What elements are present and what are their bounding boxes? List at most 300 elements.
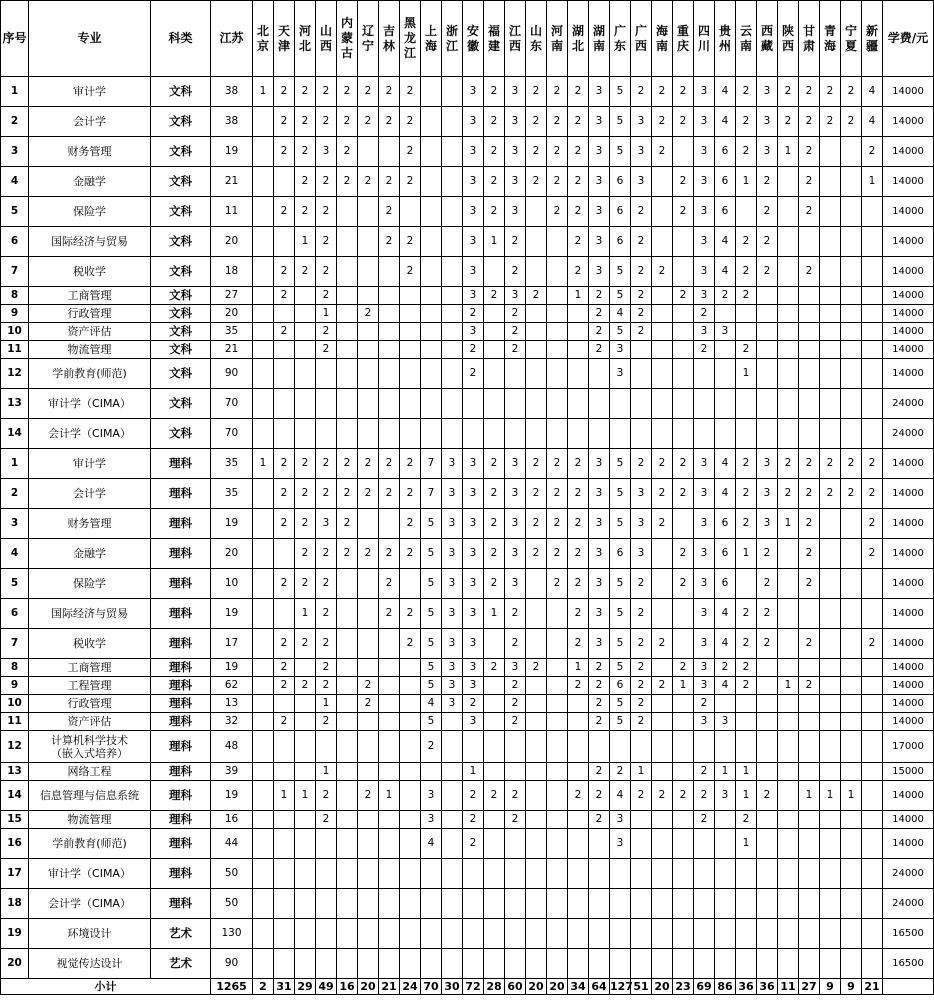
row-province-count — [274, 763, 295, 781]
row-seq: 9 — [1, 677, 29, 695]
row-province-count: 2 — [484, 137, 505, 167]
row-province-count: 2 — [274, 107, 295, 137]
row-province-count — [379, 359, 400, 389]
row-province-count — [274, 599, 295, 629]
row-province-count — [673, 695, 694, 713]
row-province-count: 3 — [505, 137, 526, 167]
row-province-count: 2 — [358, 677, 379, 695]
table-row — [1, 539, 934, 569]
row-province-count — [421, 257, 442, 287]
row-province-count: 2 — [736, 599, 757, 629]
row-seq: 19 — [1, 919, 29, 949]
row-category: 艺术 — [151, 949, 211, 979]
row-province-count — [820, 599, 841, 629]
row-seq: 7 — [1, 629, 29, 659]
header-province: 天津 — [274, 1, 295, 77]
row-seq: 18 — [1, 889, 29, 919]
row-province-count: 5 — [421, 569, 442, 599]
row-province-count — [757, 811, 778, 829]
row-province-count: 2 — [316, 197, 337, 227]
row-province-count: 2 — [379, 227, 400, 257]
row-province-count: 2 — [316, 479, 337, 509]
total-province-count: 127 — [610, 980, 633, 993]
row-province-count: 4 — [421, 695, 442, 713]
row-province-count: 2 — [526, 287, 547, 305]
row-province-count — [715, 389, 736, 419]
row-province-count: 2 — [274, 479, 295, 509]
row-province-count: 3 — [442, 479, 463, 509]
row-fee: 14000 — [883, 811, 934, 829]
row-province-count — [400, 829, 421, 859]
row-province-count — [652, 287, 673, 305]
row-province-count: 5 — [610, 695, 631, 713]
row-province-count: 2 — [673, 449, 694, 479]
row-province-count: 1 — [253, 77, 274, 107]
row-province-count — [820, 659, 841, 677]
row-province-count: 2 — [505, 713, 526, 731]
row-province-count: 2 — [568, 107, 589, 137]
row-major: 保险学 — [29, 197, 151, 227]
row-province-count — [484, 763, 505, 781]
row-province-count — [358, 341, 379, 359]
row-province-count — [820, 859, 841, 889]
row-province-count: 5 — [421, 659, 442, 677]
table-row — [1, 599, 934, 629]
row-province-count: 2 — [589, 341, 610, 359]
row-province-count: 2 — [652, 629, 673, 659]
row-province-count — [484, 359, 505, 389]
row-province-count — [442, 323, 463, 341]
row-province-count: 2 — [526, 539, 547, 569]
row-fee: 24000 — [883, 889, 934, 919]
row-province-count — [253, 197, 274, 227]
header-province: 河南 — [547, 1, 568, 77]
row-province-count — [673, 419, 694, 449]
total-province-count: 49 — [316, 979, 337, 995]
row-category: 理科 — [151, 781, 211, 811]
row-province-count — [253, 479, 274, 509]
row-province-count: 2 — [568, 77, 589, 107]
row-province-count: 2 — [820, 77, 841, 107]
row-province-count — [358, 659, 379, 677]
row-province-count: 2 — [316, 257, 337, 287]
row-province-count — [589, 731, 610, 763]
row-province-count — [337, 763, 358, 781]
row-province-count: 2 — [484, 449, 505, 479]
row-category: 理科 — [151, 763, 211, 781]
row-province-count: 3 — [463, 323, 484, 341]
row-province-count: 2 — [694, 781, 715, 811]
row-seq: 5 — [1, 569, 29, 599]
row-province-count: 1 — [736, 763, 757, 781]
row-fee: 14000 — [883, 359, 934, 389]
row-province-count — [442, 781, 463, 811]
row-home-count: 90 — [211, 949, 253, 979]
header-province: 湖南 — [589, 1, 610, 77]
row-province-count — [463, 949, 484, 979]
row-province-count — [274, 889, 295, 919]
row-province-count — [736, 919, 757, 949]
header-province: 辽宁 — [358, 1, 379, 77]
row-major: 学前教育(师范) — [29, 829, 151, 859]
row-province-count — [484, 389, 505, 419]
row-province-count: 2 — [463, 359, 484, 389]
row-province-count — [547, 389, 568, 419]
header-home-province: 江苏 — [211, 1, 253, 77]
row-province-count: 3 — [463, 599, 484, 629]
row-province-count — [337, 419, 358, 449]
row-province-count: 2 — [337, 77, 358, 107]
row-province-count — [736, 389, 757, 419]
row-category: 文科 — [151, 287, 211, 305]
row-province-count — [568, 829, 589, 859]
row-province-count: 4 — [862, 107, 883, 137]
row-province-count — [400, 341, 421, 359]
row-province-count: 2 — [778, 479, 799, 509]
row-province-count: 3 — [694, 257, 715, 287]
row-province-count — [526, 257, 547, 287]
header-province: 江西 — [505, 1, 526, 77]
row-province-count — [862, 731, 883, 763]
row-province-count: 2 — [862, 479, 883, 509]
row-province-count — [358, 599, 379, 629]
row-province-count: 3 — [694, 77, 715, 107]
row-major: 资产评估 — [29, 713, 151, 731]
row-province-count — [253, 539, 274, 569]
row-province-count — [757, 341, 778, 359]
row-province-count — [778, 731, 799, 763]
row-province-count: 2 — [274, 677, 295, 695]
row-province-count: 2 — [526, 659, 547, 677]
row-province-count: 5 — [421, 509, 442, 539]
row-province-count — [463, 859, 484, 889]
row-province-count — [841, 713, 862, 731]
header-province: 吉林 — [379, 1, 400, 77]
row-province-count — [652, 829, 673, 859]
table-row — [1, 695, 934, 713]
row-major: 行政管理 — [29, 695, 151, 713]
row-province-count — [568, 763, 589, 781]
row-province-count — [652, 227, 673, 257]
row-province-count: 5 — [610, 77, 631, 107]
row-province-count — [379, 659, 400, 677]
row-province-count: 1 — [568, 659, 589, 677]
row-province-count — [484, 677, 505, 695]
row-seq: 3 — [1, 137, 29, 167]
row-province-count — [694, 359, 715, 389]
row-seq: 6 — [1, 227, 29, 257]
row-province-count — [379, 257, 400, 287]
row-province-count — [736, 323, 757, 341]
row-province-count — [295, 829, 316, 859]
row-province-count — [547, 629, 568, 659]
row-province-count — [337, 629, 358, 659]
row-province-count: 2 — [589, 763, 610, 781]
row-province-count: 2 — [400, 509, 421, 539]
row-province-count: 2 — [400, 539, 421, 569]
row-province-count: 2 — [274, 659, 295, 677]
row-province-count: 2 — [589, 659, 610, 677]
row-province-count: 2 — [505, 227, 526, 257]
row-province-count — [862, 305, 883, 323]
row-province-count: 2 — [568, 197, 589, 227]
row-province-count: 2 — [736, 479, 757, 509]
row-home-count: 35 — [211, 449, 253, 479]
row-province-count: 2 — [379, 569, 400, 599]
row-province-count — [862, 695, 883, 713]
row-province-count — [484, 695, 505, 713]
row-province-count: 2 — [505, 257, 526, 287]
row-province-count — [652, 949, 673, 979]
row-province-count: 3 — [694, 509, 715, 539]
row-province-count — [295, 731, 316, 763]
row-province-count: 1 — [736, 781, 757, 811]
row-province-count — [442, 107, 463, 137]
row-province-count — [820, 949, 841, 979]
row-province-count: 6 — [610, 227, 631, 257]
row-province-count: 2 — [484, 781, 505, 811]
row-fee: 14000 — [883, 305, 934, 323]
row-province-count: 2 — [505, 629, 526, 659]
row-province-count: 3 — [463, 713, 484, 731]
row-province-count — [526, 949, 547, 979]
row-province-count: 2 — [400, 137, 421, 167]
row-province-count — [862, 257, 883, 287]
row-province-count: 2 — [505, 781, 526, 811]
row-province-count: 2 — [652, 509, 673, 539]
row-province-count — [253, 919, 274, 949]
row-province-count — [736, 419, 757, 449]
row-province-count — [253, 167, 274, 197]
row-category: 理科 — [151, 811, 211, 829]
row-seq: 20 — [1, 949, 29, 979]
row-province-count: 2 — [316, 629, 337, 659]
row-province-count — [421, 227, 442, 257]
row-province-count — [400, 323, 421, 341]
row-home-count: 32 — [211, 713, 253, 731]
row-province-count — [568, 389, 589, 419]
row-province-count: 2 — [358, 781, 379, 811]
row-province-count — [337, 731, 358, 763]
row-province-count — [694, 829, 715, 859]
row-province-count — [379, 629, 400, 659]
row-province-count: 3 — [610, 829, 631, 859]
row-category: 理科 — [151, 539, 211, 569]
row-province-count — [589, 829, 610, 859]
row-province-count: 3 — [715, 781, 736, 811]
row-province-count — [379, 419, 400, 449]
row-province-count: 2 — [799, 197, 820, 227]
row-province-count — [673, 359, 694, 389]
row-province-count — [526, 419, 547, 449]
row-province-count — [379, 949, 400, 979]
row-province-count — [820, 539, 841, 569]
row-province-count — [841, 227, 862, 257]
total-province-count: 70 — [421, 979, 442, 995]
table-row — [1, 137, 934, 167]
row-province-count: 1 — [862, 167, 883, 197]
row-province-count — [841, 949, 862, 979]
row-fee: 14000 — [883, 713, 934, 731]
row-province-count — [631, 829, 652, 859]
total-province-count: 23 — [673, 979, 694, 995]
row-province-count: 2 — [757, 539, 778, 569]
row-province-count: 4 — [715, 629, 736, 659]
row-province-count — [715, 695, 736, 713]
row-province-count — [253, 509, 274, 539]
row-home-count: 20 — [211, 305, 253, 323]
header-province: 海南 — [652, 1, 673, 77]
row-province-count — [652, 659, 673, 677]
row-province-count — [505, 919, 526, 949]
row-province-count: 3 — [442, 629, 463, 659]
row-province-count: 2 — [316, 167, 337, 197]
row-province-count — [379, 677, 400, 695]
row-province-count — [652, 731, 673, 763]
row-province-count: 5 — [421, 677, 442, 695]
header-province: 黑龙江 — [400, 1, 421, 77]
row-province-count — [295, 859, 316, 889]
row-province-count: 2 — [736, 811, 757, 829]
row-province-count: 3 — [757, 479, 778, 509]
row-province-count — [547, 257, 568, 287]
row-seq: 14 — [1, 781, 29, 811]
row-province-count — [526, 889, 547, 919]
row-province-count: 1 — [799, 781, 820, 811]
row-province-count — [673, 713, 694, 731]
row-province-count: 2 — [694, 811, 715, 829]
row-home-count: 18 — [211, 257, 253, 287]
row-province-count: 1 — [274, 781, 295, 811]
total-province-count: 29 — [295, 979, 316, 995]
header-row — [1, 1, 934, 77]
header-province: 陕西 — [778, 1, 799, 77]
row-province-count — [253, 287, 274, 305]
row-province-count — [841, 359, 862, 389]
header-province: 重庆 — [673, 1, 694, 77]
row-province-count — [631, 389, 652, 419]
row-province-count: 6 — [715, 539, 736, 569]
row-province-count: 7 — [421, 449, 442, 479]
row-province-count: 1 — [778, 509, 799, 539]
row-province-count: 4 — [610, 305, 631, 323]
row-province-count — [589, 949, 610, 979]
row-province-count — [253, 629, 274, 659]
row-major: 行政管理 — [29, 305, 151, 323]
row-province-count: 4 — [715, 107, 736, 137]
row-province-count — [841, 731, 862, 763]
row-seq: 11 — [1, 341, 29, 359]
row-category: 文科 — [151, 167, 211, 197]
row-province-count — [526, 919, 547, 949]
header-province: 西藏 — [757, 1, 778, 77]
row-province-count — [547, 949, 568, 979]
row-province-count: 2 — [652, 449, 673, 479]
row-province-count: 2 — [736, 257, 757, 287]
row-province-count — [799, 695, 820, 713]
row-province-count: 2 — [295, 197, 316, 227]
row-province-count — [862, 859, 883, 889]
row-seq: 4 — [1, 167, 29, 197]
row-province-count — [736, 889, 757, 919]
row-fee: 14000 — [883, 539, 934, 569]
row-province-count — [400, 889, 421, 919]
row-province-count — [778, 305, 799, 323]
row-seq: 8 — [1, 287, 29, 305]
row-province-count — [295, 287, 316, 305]
row-province-count — [358, 359, 379, 389]
row-province-count: 2 — [484, 479, 505, 509]
row-province-count: 2 — [778, 449, 799, 479]
row-home-count: 50 — [211, 889, 253, 919]
total-province-count: 30 — [442, 979, 463, 995]
row-province-count — [820, 287, 841, 305]
row-province-count — [484, 341, 505, 359]
row-province-count — [274, 419, 295, 449]
row-home-count: 20 — [211, 539, 253, 569]
row-major: 物流管理 — [29, 811, 151, 829]
row-province-count: 2 — [316, 659, 337, 677]
row-province-count: 2 — [400, 449, 421, 479]
row-province-count: 2 — [757, 167, 778, 197]
row-province-count — [778, 763, 799, 781]
row-home-count: 130 — [211, 919, 253, 949]
row-province-count — [547, 419, 568, 449]
row-province-count: 1 — [736, 539, 757, 569]
row-province-count — [421, 287, 442, 305]
row-province-count — [547, 599, 568, 629]
row-province-count: 3 — [694, 227, 715, 257]
row-major: 财务管理 — [29, 137, 151, 167]
row-province-count — [400, 569, 421, 599]
total-province-count: 9 — [841, 979, 862, 995]
row-province-count — [337, 829, 358, 859]
row-province-count — [841, 539, 862, 569]
row-category: 文科 — [151, 323, 211, 341]
row-province-count — [358, 509, 379, 539]
row-province-count — [547, 659, 568, 677]
row-province-count — [442, 389, 463, 419]
row-province-count — [841, 677, 862, 695]
row-province-count — [358, 829, 379, 859]
table-body — [1, 77, 934, 995]
row-province-count: 2 — [589, 305, 610, 323]
row-province-count — [400, 781, 421, 811]
row-province-count — [862, 599, 883, 629]
row-province-count: 3 — [757, 77, 778, 107]
row-home-count: 17 — [211, 629, 253, 659]
row-province-count: 2 — [547, 539, 568, 569]
row-province-count — [631, 811, 652, 829]
row-province-count: 2 — [547, 479, 568, 509]
row-province-count — [358, 919, 379, 949]
total-province-count: 60 — [505, 979, 526, 995]
header-province: 四川 — [694, 1, 715, 77]
row-province-count: 3 — [505, 449, 526, 479]
row-province-count: 2 — [547, 197, 568, 227]
row-province-count: 2 — [820, 479, 841, 509]
row-province-count: 3 — [463, 659, 484, 677]
row-province-count: 5 — [610, 629, 631, 659]
row-province-count — [778, 569, 799, 599]
row-province-count: 2 — [715, 287, 736, 305]
row-province-count: 1 — [778, 137, 799, 167]
row-province-count — [337, 599, 358, 629]
row-province-count — [463, 731, 484, 763]
row-province-count: 2 — [379, 449, 400, 479]
row-province-count — [841, 305, 862, 323]
row-province-count — [799, 829, 820, 859]
